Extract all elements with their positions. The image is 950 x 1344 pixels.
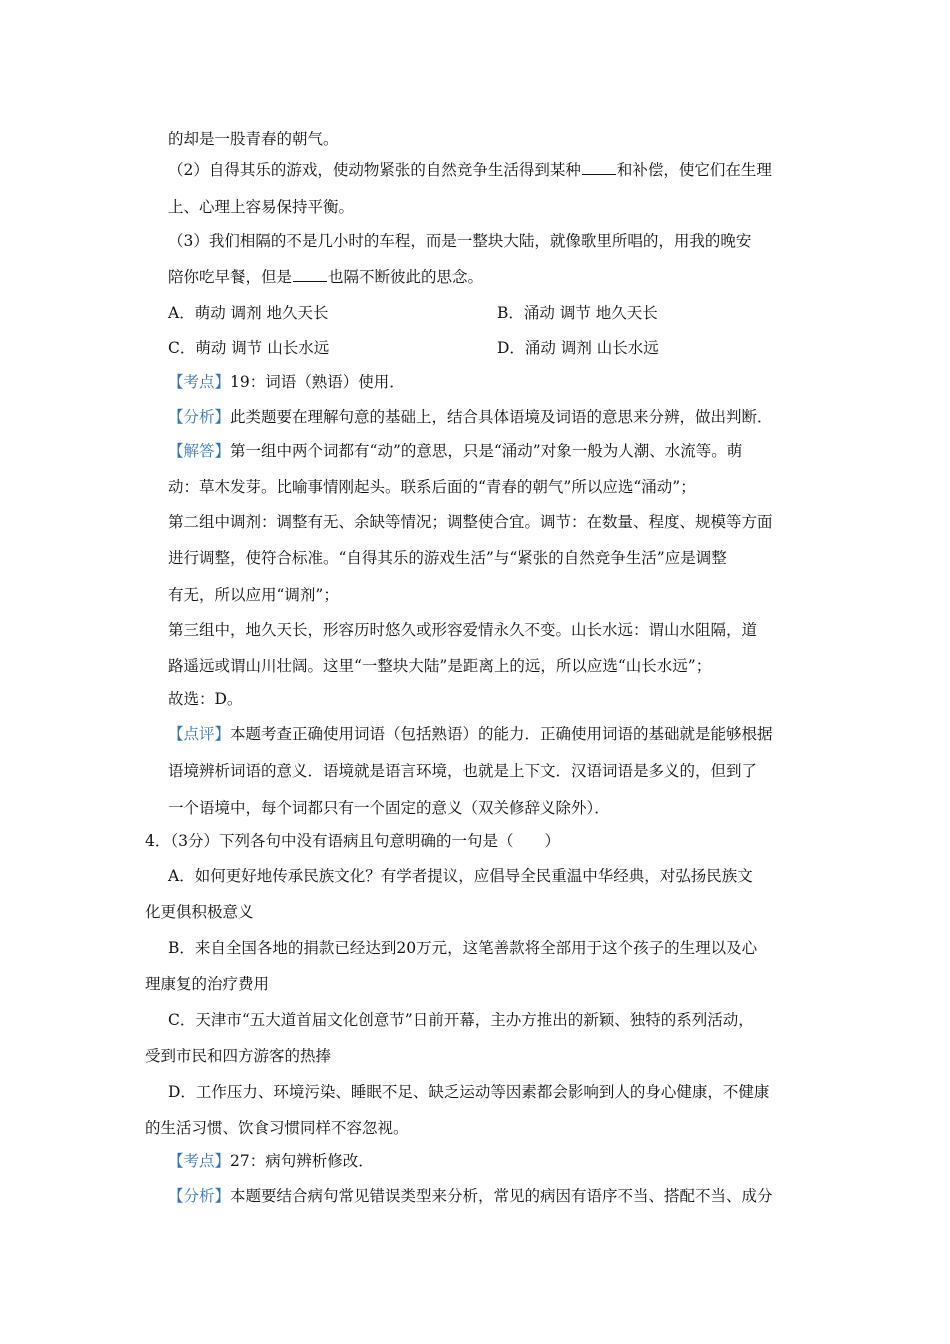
question-3-item-3-line-2 [168, 266, 483, 288]
fenxi-text: 此类题要在理解句意的基础上，结合具体语境及词语的意思来分辨，做出判断． [230, 408, 773, 426]
fenxi-text: 本题要结合病句常见错误类型来分析，常见的病因有语序不当、搭配不当、成分 [230, 1187, 773, 1205]
option-c: C．萌动 调节 山长水远 [168, 339, 330, 357]
question-4-stem: 4．（3分）下列各句中没有语病且句意明确的一句是（ ） [145, 832, 560, 850]
jieda-line-4: 进行调整，使符合标准。“自得其乐的游戏生活”与“紧张的自然竞争生活”应是调整 [168, 549, 727, 567]
kaodian-tag: 【考点】 [168, 1152, 231, 1170]
jieda-line-6: 第三组中，地久天长，形容历时悠久或形容爱情永久不变。山长水远：谓山水阻隔，道 [168, 621, 758, 639]
jieda-text: 第一组中两个词都有“动”的意思，只是“涌动”对象一般为人潮、水流等。萌 [230, 442, 743, 460]
q4-kaodian-line [168, 1150, 374, 1172]
q4-option-a-line-1: A．如何更好地传承民族文化？有学者提议，应倡导全民重温中华经典，对弘扬民族文 [168, 867, 753, 885]
q3-text-after-blank: 也隔不断彼此的思念。 [328, 268, 484, 286]
dianping-line-3: 一个语境中，每个词都只有一个固定的意义（双关修辞义除外）． [168, 799, 610, 817]
jieda-line-2: 动：草木发芽。比喻事情刚起头。联系后面的“青春的朝气”所以应选“涌动”； [168, 478, 696, 496]
fenxi-tag: 【分析】 [168, 408, 231, 426]
q4-fenxi-line [168, 1185, 773, 1207]
q2-text-before-blank: （2）自得其乐的游戏，使动物紧张的自然竞争生活得到某种 [168, 161, 581, 179]
fill-blank [582, 160, 616, 175]
jieda-line-7: 路遥远或谓山川壮阔。这里“一整块大陆”是距离上的远，所以应选“山长水远”； [168, 657, 712, 675]
dianping-text: 本题考查正确使用词语（包括熟语）的能力．正确使用词语的基础就是能够根据 [230, 725, 773, 743]
q4-option-c-line-2: 受到市民和四方游客的热捧 [145, 1047, 332, 1065]
question-3-item-2-line-1 [168, 159, 772, 181]
kaodian-text: 27：病句辨析修改． [230, 1152, 374, 1170]
jieda-line-5: 有无，所以应用“调剂”； [168, 586, 339, 604]
option-a: A．萌动 调剂 地久天长 [168, 304, 329, 322]
dianping-line-1 [168, 723, 773, 745]
question-3-item-3-line-1: （3）我们相隔的不是几小时的车程，而是一整块大陆，就像歌里所唱的，用我的晚安 [168, 232, 752, 250]
fenxi-line [168, 406, 773, 428]
fill-blank [293, 267, 327, 282]
jieda-tag: 【解答】 [168, 442, 231, 460]
q4-option-c-line-1: C．天津市“五大道首届文化创意节”日前开幕，主办方推出的新颖、独特的系列活动， [168, 1011, 754, 1029]
option-d: D．涌动 调剂 山长水远 [497, 339, 659, 357]
dianping-tag: 【点评】 [168, 725, 231, 743]
kaodian-text: 19：词语（熟语）使用． [230, 373, 405, 391]
question-3-item-2-line-2: 上、心理上容易保持平衡。 [168, 198, 355, 216]
q3-text-before-blank: 陪你吃早餐，但是 [168, 268, 293, 286]
q4-option-b-line-1: B．来自全国各地的捐款已经达到20万元，这笔善款将全部用于这个孩子的生理以及心 [168, 939, 758, 957]
q4-option-a-line-2: 化更俱积极意义 [145, 903, 254, 921]
jieda-line-8: 故选：D。 [168, 690, 243, 708]
jieda-line-3: 第二组中调剂：调整有无、余缺等情况；调整使合宜。调节：在数量、程度、规模等方面 [168, 513, 773, 531]
continuation-line: 的却是一股青春的朝气。 [168, 130, 339, 148]
kaodian-tag: 【考点】 [168, 373, 231, 391]
q4-option-b-line-2: 理康复的治疗费用 [145, 975, 270, 993]
q2-text-after-blank: 和补偿，使它们在生理 [616, 161, 772, 179]
dianping-line-2: 语境辨析词语的意义．语境就是语言环境，也就是上下文．汉语词语是多义的，但到了 [168, 762, 758, 780]
q4-option-d-line-1: D．工作压力、环境污染、睡眠不足、缺乏运动等因素都会影响到人的身心健康，不健康 [168, 1083, 770, 1101]
fenxi-tag: 【分析】 [168, 1187, 231, 1205]
jieda-line-1 [168, 440, 742, 462]
kaodian-line [168, 371, 405, 393]
option-b: B．涌动 调节 地久天长 [497, 304, 658, 322]
q4-option-d-line-2: 的生活习惯、饮食习惯同样不容忽视。 [145, 1119, 409, 1137]
